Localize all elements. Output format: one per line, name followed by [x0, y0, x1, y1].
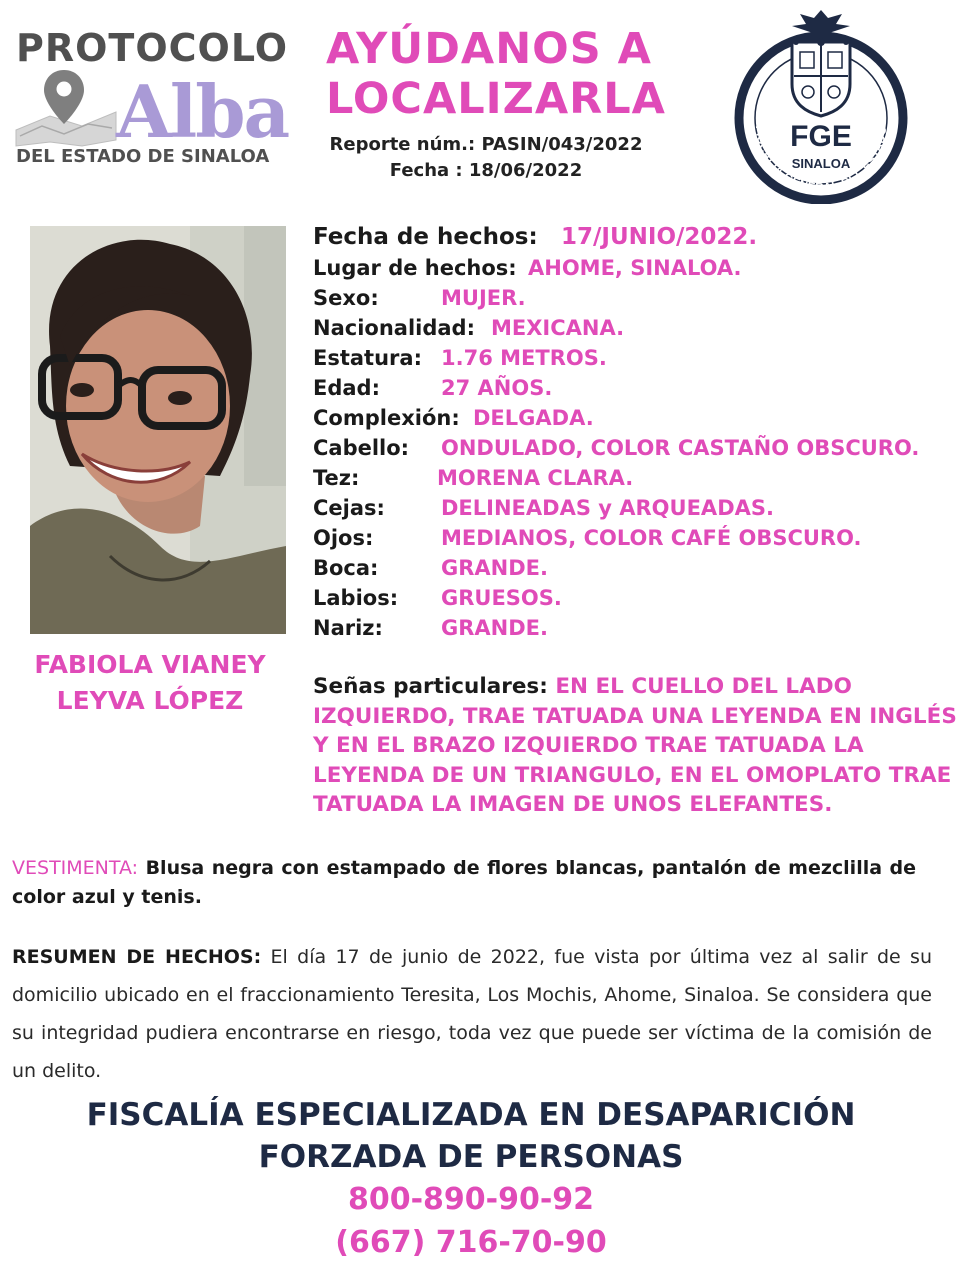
detail-label: Estatura:: [313, 346, 422, 370]
detail-value: MORENA CLARA.: [437, 466, 634, 490]
detail-label: Tez:: [313, 466, 360, 490]
seal-ring-text: FISCALÍA GENERAL DEL ESTADO: [752, 125, 890, 195]
detail-value: 17/JUNIO/2022.: [561, 224, 758, 250]
fiscalia-line-1: FISCALÍA ESPECIALIZADA EN DESAPARICIÓN: [86, 1097, 856, 1133]
detail-value: GRUESOS.: [441, 586, 562, 610]
detail-tez: [313, 464, 634, 492]
phone-number-1[interactable]: 800-890-90-92: [347, 1182, 595, 1217]
detail-ojos: [313, 524, 862, 552]
detail-value: MUJER.: [441, 286, 526, 310]
protocolo-alba-logo: [12, 26, 302, 171]
logo-alba-text: Alba: [116, 69, 289, 154]
detail-label: Complexión:: [313, 406, 460, 430]
detail-value: MEXICANA.: [491, 316, 625, 340]
detail-cabello: [313, 434, 920, 462]
detail-value: DELINEADAS y ARQUEADAS.: [441, 496, 774, 520]
report-info: [318, 132, 654, 184]
resumen-de-hechos: [12, 938, 932, 1090]
detail-label: Sexo:: [313, 286, 379, 310]
senas-value: EN EL CUELLO DEL LADO IZQUIERDO, TRAE TATUADA UNA LEYENDA EN INGLÉS Y EN EL BRAZO IZQUIERDO TRAE TATUADA LA LEYENDA DE UN TRIANGULO, EN EL OMOPLATO TRAE TATUADA LA IMAGEN DE UNOS ELEFANTES.: [313, 674, 957, 818]
detail-boca: [313, 554, 548, 582]
detail-estatura: [313, 344, 607, 372]
vestimenta-label: VESTIMENTA:: [12, 857, 139, 879]
resumen-value: El día 17 de junio de 2022, fue vista por última vez al salir de su domicilio ubicado en el fraccionamiento Teresita, Los Mochis, Ahome, Sinaloa. Se considera que su integridad pudiera encontrarse en riesgo, toda vez que puede ser víctima de la comisión de un delito.: [12, 946, 932, 1082]
detail-value: AHOME, SINALOA.: [528, 256, 742, 280]
logo-protocolo-text: PROTOCOLO: [16, 26, 288, 70]
senas-label: Señas particulares:: [313, 674, 548, 699]
map-pin-icon: [12, 66, 124, 148]
detail-value: MEDIANOS, COLOR CAFÉ OBSCURO.: [441, 526, 862, 550]
report-date: Fecha : 18/06/2022: [389, 160, 583, 181]
sinaloa-shield-icon: [792, 38, 850, 116]
detail-label: Cejas:: [313, 496, 385, 520]
detail-lugar-hechos: [313, 254, 742, 282]
phone-number-2[interactable]: (667) 716-70-90: [335, 1225, 607, 1260]
fge-sinaloa-seal: [732, 8, 910, 204]
resumen-label: RESUMEN DE HECHOS:: [12, 946, 262, 968]
person-name: [10, 647, 290, 719]
detail-value: DELGADA.: [473, 406, 594, 430]
vestimenta-value: Blusa negra con estampado de flores blancas, pantalón de mezclilla de color azul y tenis.: [12, 857, 917, 908]
detail-complexion: [313, 404, 594, 432]
detail-label: Boca:: [313, 556, 379, 580]
detail-value: GRANDE.: [441, 556, 548, 580]
seal-fge-text: FGE: [790, 120, 852, 153]
detail-sexo: [313, 284, 526, 312]
fiscalia-line-2: FORZADA DE PERSONAS: [258, 1139, 684, 1175]
detail-value: ONDULADO, COLOR CASTAÑO OBSCURO.: [441, 436, 920, 460]
person-name-line-2: LEYVA LÓPEZ: [56, 686, 244, 715]
detail-label: Ojos:: [313, 526, 374, 550]
detail-labios: [313, 584, 562, 612]
detail-label: Labios:: [313, 586, 399, 610]
detail-nacionalidad: [313, 314, 625, 342]
seal-sinaloa-text: SINALOA: [791, 156, 851, 171]
detail-label: Edad:: [313, 376, 380, 400]
detail-value: 1.76 METROS.: [441, 346, 607, 370]
vestimenta: [12, 854, 916, 912]
detail-label: Cabello:: [313, 436, 410, 460]
person-photo: [30, 226, 286, 634]
detail-edad: [313, 374, 553, 402]
senas-particulares: [313, 672, 958, 820]
detail-label: Nacionalidad:: [313, 316, 475, 340]
headline: [326, 24, 666, 124]
headline-line-2: LOCALIZARLA: [326, 74, 666, 124]
detail-label: Fecha de hechos:: [313, 224, 538, 250]
detail-fecha-hechos: [313, 223, 758, 251]
detail-nariz: [313, 614, 548, 642]
report-number: Reporte núm.: PASIN/043/2022: [329, 134, 643, 155]
fiscalia-title: [0, 1094, 942, 1178]
logo-estado-text: DEL ESTADO DE SINALOA: [16, 146, 270, 167]
person-name-line-1: FABIOLA VIANEY: [34, 650, 266, 679]
detail-label: Lugar de hechos:: [313, 256, 517, 280]
detail-label: Nariz:: [313, 616, 383, 640]
detail-cejas: [313, 494, 774, 522]
detail-value: 27 AÑOS.: [441, 376, 553, 400]
headline-line-1: AYÚDANOS A: [326, 24, 652, 74]
detail-value: GRANDE.: [441, 616, 548, 640]
